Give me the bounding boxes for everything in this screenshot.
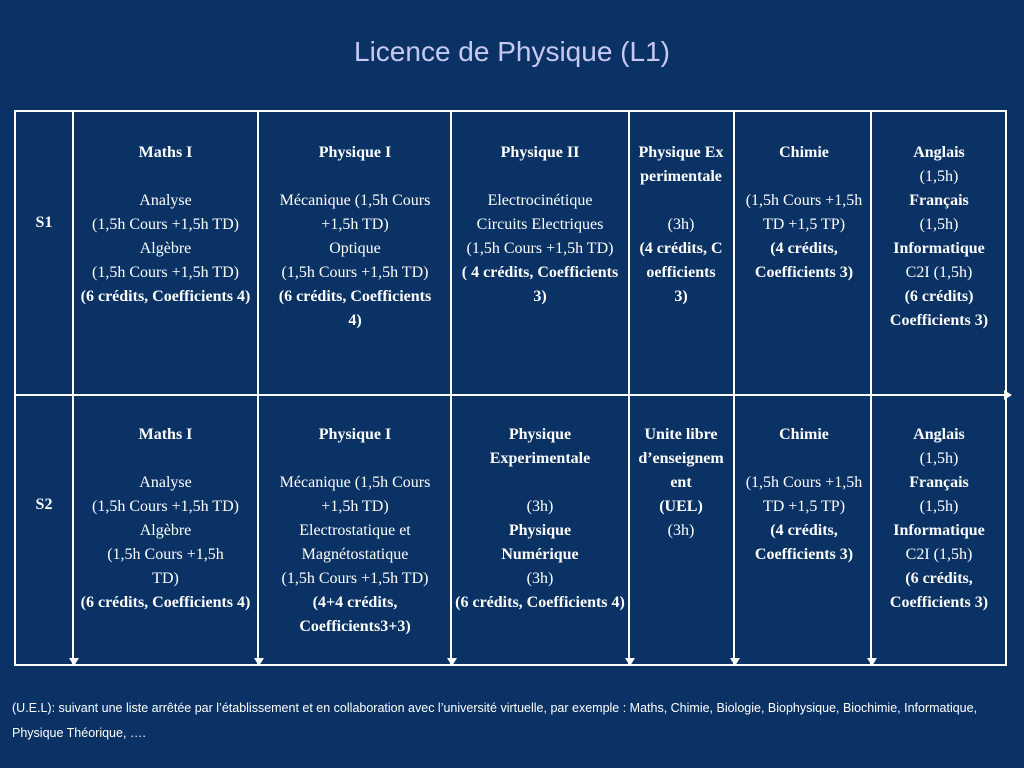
column-arrow (254, 658, 264, 666)
footnote: (U.E.L): suivant une liste arrêtée par l’établissement et en collaboration avec l’université virtuelle, par exemple : Maths, Chimie, Biologie, Biophysique, Biochimie, Informatique, Physique Théorique, …. (12, 701, 978, 740)
s2-experimentale-cell (455, 423, 625, 615)
s2-physique1-cell (271, 423, 439, 639)
course-title: Maths I (138, 144, 193, 161)
s2-chimie-cell (744, 423, 864, 567)
course-title: Chimie (779, 426, 829, 443)
column-divider (257, 112, 259, 664)
course-title: Français (909, 474, 969, 491)
s1-experimentale-cell (638, 141, 724, 309)
course-line: (1,5h Cours +1,5h TD) (281, 264, 429, 281)
column-arrow (867, 658, 877, 666)
course-title: Informatique (893, 522, 985, 539)
course-hours: (1,5h) (919, 216, 959, 233)
course-credits: (4+4 crédits, Coefficients3+3) (299, 594, 411, 635)
course-hours: (1,5h) (919, 450, 959, 467)
course-line: (1,5h Cours +1,5h TD +1,5 TP) (745, 474, 863, 515)
s1-physique2-cell (455, 141, 625, 309)
course-hours: (1,5h) (919, 498, 959, 515)
column-arrow (625, 658, 635, 666)
semester-label-s1: S1 (35, 214, 53, 231)
s1-chimie-cell (744, 141, 864, 285)
course-title: Maths I (138, 426, 193, 443)
course-line: (1,5h Cours +1,5h TD) (92, 264, 239, 281)
course-line: Algèbre (139, 522, 192, 539)
column-divider (733, 112, 735, 664)
course-hours: (3h) (526, 570, 554, 587)
course-credits: (6 crédits, Coefficients 3) (889, 570, 989, 611)
course-title: Anglais (913, 144, 965, 161)
course-credits: (4 crédits, Coefficients 3) (754, 522, 854, 563)
course-hours: (1,5h) (919, 168, 959, 185)
page-title: Licence de Physique (L1) (354, 36, 670, 67)
course-hours: (3h) (667, 216, 695, 233)
s2-maths-cell (78, 423, 253, 615)
course-credits: (6 crédits, Coefficients 4) (80, 288, 251, 305)
course-credits: (6 crédits) (904, 288, 974, 305)
course-line: Mécanique (1,5h Cours +1,5h TD) (279, 192, 431, 233)
course-line: Mécanique (1,5h Cours +1,5h TD) (279, 474, 431, 515)
column-divider (450, 112, 452, 664)
column-arrow (69, 658, 79, 666)
course-hours: (3h) (526, 498, 554, 515)
course-line: (1,5h Cours +1,5h TD) (281, 570, 429, 587)
column-divider (628, 112, 630, 664)
course-title: Unite libre d’enseignement (638, 426, 724, 491)
course-title: Physique I (318, 426, 392, 443)
course-credits: Coefficients 3) (889, 312, 989, 329)
course-credits: (4 crédits, Coefficients 3) (639, 240, 723, 305)
course-line: Analyse (139, 192, 192, 209)
course-hours: C2I (1,5h) (905, 546, 973, 563)
course-line: (1,5h Cours +1,5h TD) (466, 240, 614, 257)
course-hours: C2I (1,5h) (905, 264, 973, 281)
course-credits: (6 crédits, Coefficients 4) (278, 288, 432, 329)
row-divider (16, 394, 1005, 396)
course-title: Physique Experimentale (489, 426, 591, 467)
course-title: Physique I (318, 144, 392, 161)
course-line: Electrostatique et Magnétostatique (299, 522, 411, 563)
course-title: Français (909, 192, 969, 209)
course-line: Optique (329, 240, 381, 257)
course-title: Anglais (913, 426, 965, 443)
course-abbr: (UEL) (659, 498, 703, 515)
course-line: (1,5h Cours +1,5h TD) (107, 546, 224, 587)
s1-physique1-cell (271, 141, 439, 333)
course-title: Chimie (779, 144, 829, 161)
course-hours: (3h) (667, 522, 695, 539)
course-credits: (4 crédits, Coefficients 3) (754, 240, 854, 281)
s2-uel-cell (638, 423, 724, 543)
column-arrow (447, 658, 457, 666)
course-title: Physique Numérique (501, 522, 579, 563)
row-divider-arrow (1004, 390, 1012, 400)
s1-maths-cell (78, 141, 253, 309)
s2-langues-cell (874, 423, 1004, 615)
course-line: (1,5h Cours +1,5h TD) (92, 498, 239, 515)
course-title: Informatique (893, 240, 985, 257)
s1-langues-cell (874, 141, 1004, 333)
column-arrow (730, 658, 740, 666)
course-credits: (6 crédits, Coefficients 4) (80, 594, 251, 611)
course-line: Analyse (139, 474, 192, 491)
semester-label-s2: S2 (35, 496, 53, 513)
course-line: Electrocinétique (487, 192, 593, 209)
course-line: Algèbre (139, 240, 192, 257)
column-divider (870, 112, 872, 664)
course-title: Physique Experimentale (638, 144, 724, 185)
course-credits: (6 crédits, Coefficients 4) (455, 594, 625, 611)
course-line: (1,5h Cours +1,5h TD +1,5 TP) (745, 192, 863, 233)
course-line: Circuits Electriques (476, 216, 604, 233)
course-title: Physique II (500, 144, 580, 161)
course-line: (1,5h Cours +1,5h TD) (92, 216, 239, 233)
curriculum-table (14, 110, 1007, 666)
course-credits: ( 4 crédits, Coefficients 3) (461, 264, 619, 305)
column-divider (72, 112, 74, 664)
